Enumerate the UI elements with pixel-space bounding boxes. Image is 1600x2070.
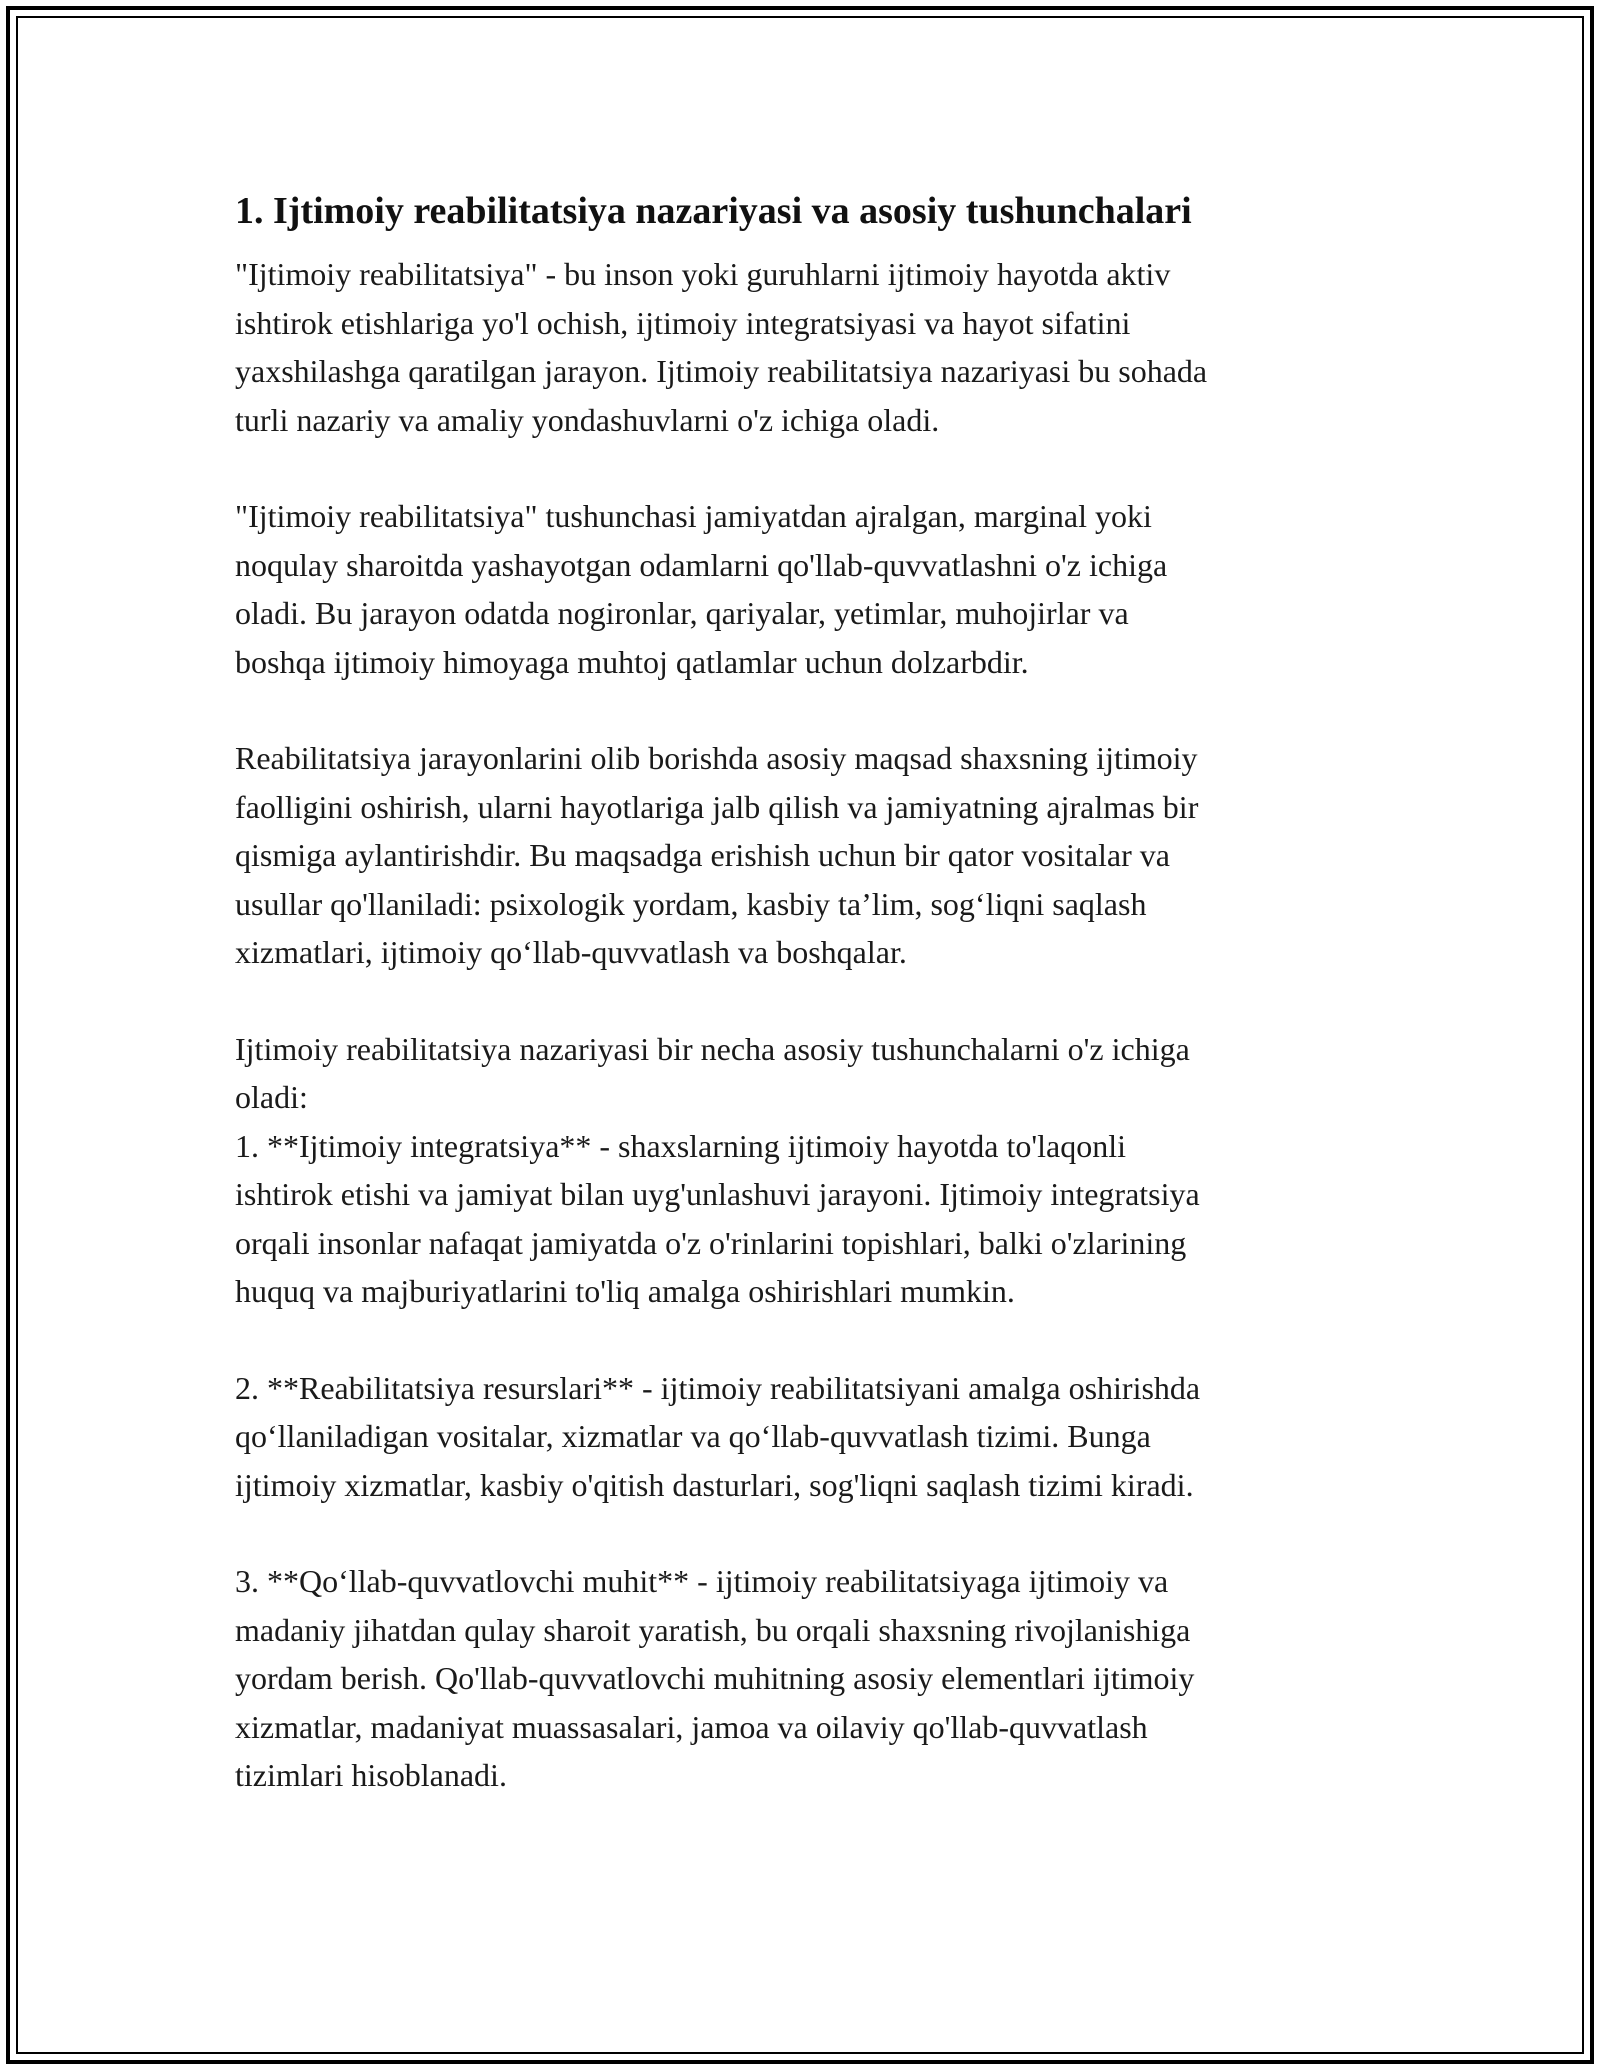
text-line: boshqa ijtimoiy himoyaga muhtoj qatlamlar uchun dolzarbdir. <box>235 643 1029 680</box>
text-line: yordam berish. Qo'llab-quvvatlovchi muhitning asosiy elementlari ijtimoiy <box>235 1660 1195 1696</box>
paragraph-goals <box>235 734 1365 977</box>
text-line: orqali insonlar nafaqat jamiyatda o'z o'rinlarini topishlari, balki o'zlarining <box>235 1224 1187 1261</box>
text-line: Ijtimoiy reabilitatsiya nazariyasi bir necha asosiy tushunchalarni o'z ichiga <box>235 1030 1190 1067</box>
text-line: tizimlari hisoblanadi. <box>235 1757 507 1793</box>
text-line: 1. **Ijtimoiy integratsiya** - shaxslarning ijtimoiy hayotda to'laqonli <box>235 1127 1126 1164</box>
text-line: qo‘llaniladigan vositalar, xizmatlar va qo‘llab-quvvatlash tizimi. Bunga <box>235 1418 1151 1454</box>
section-title: 1. Ijtimoiy reabilitatsiya nazariyasi va asosiy tushunchalari <box>235 190 1192 232</box>
paragraph-supportive-environment <box>235 1557 1365 1800</box>
text-line: turli nazariy va amaliy yondashuvlarni o'z ichiga oladi. <box>235 401 940 438</box>
paragraph-definition <box>235 250 1365 444</box>
text-line: "Ijtimoiy reabilitatsiya" tushunchasi jamiyatdan ajralgan, marginal yoki <box>235 498 1152 534</box>
text-line: ishtirok etishi va jamiyat bilan uyg'unlashuvi jarayoni. Ijtimoiy integratsiya <box>235 1176 1200 1212</box>
text-line: ijtimoiy xizmatlar, kasbiy o'qitish dasturlari, sog'liqni saqlash tizimi kiradi. <box>235 1466 1194 1503</box>
text-line: Reabilitatsiya jarayonlarini olib borishda asosiy maqsad shaxsning ijtimoiy <box>235 740 1198 776</box>
text-line: qismiga aylantirishdir. Bu maqsadga erishish uchun bir qator vositalar va <box>235 837 1170 873</box>
paragraph-key-concepts <box>235 1025 1365 1316</box>
text-line: yaxshilashga qaratilgan jarayon. Ijtimoiy reabilitatsiya nazariyasi bu sohada <box>235 353 1208 389</box>
paragraph-resources <box>235 1364 1365 1510</box>
text-line: xizmatlari, ijtimoiy qo‘llab-quvvatlash va boshqalar. <box>235 934 907 970</box>
text-line: faolligini oshirish, ularni hayotlariga jalb qilish va jamiyatning ajralmas bir <box>235 788 1199 825</box>
text-line: oladi. Bu jarayon odatda nogironlar, qariyalar, yetimlar, muhojirlar va <box>235 595 1129 631</box>
text-line: 2. **Reabilitatsiya resurslari** - ijtimoiy reabilitatsiyani amalga oshirishda <box>235 1369 1201 1406</box>
document-body <box>235 186 1365 1848</box>
text-line: oladi: <box>235 1079 308 1115</box>
text-line: 3. **Qo‘llab-quvvatlovchi muhit** - ijtimoiy reabilitatsiyaga ijtimoiy va <box>235 1563 1169 1599</box>
text-line: ishtirok etishlariga yo'l ochish, ijtimoiy integratsiyasi va hayot sifatini <box>235 304 1131 341</box>
text-line: "Ijtimoiy reabilitatsiya" - bu inson yoki guruhlarni ijtimoiy hayotda aktiv <box>235 256 1171 292</box>
text-line: usullar qo'llaniladi: psixologik yordam, kasbiy ta’lim, sog‘liqni saqlash <box>235 885 1147 922</box>
text-line: noqulay sharoitda yashayotgan odamlarni qo'llab-quvvatlashni o'z ichiga <box>235 546 1168 583</box>
text-line: madaniy jihatdan qulay sharoit yaratish, bu orqali shaxsning rivojlanishiga <box>235 1611 1191 1648</box>
text-line: huquq va majburiyatlarini to'liq amalga oshirishlari mumkin. <box>235 1273 1015 1309</box>
text-line: xizmatlar, madaniyat muassasalari, jamoa va oilaviy qo'llab-quvvatlash <box>235 1708 1148 1745</box>
paragraph-concept <box>235 492 1365 686</box>
